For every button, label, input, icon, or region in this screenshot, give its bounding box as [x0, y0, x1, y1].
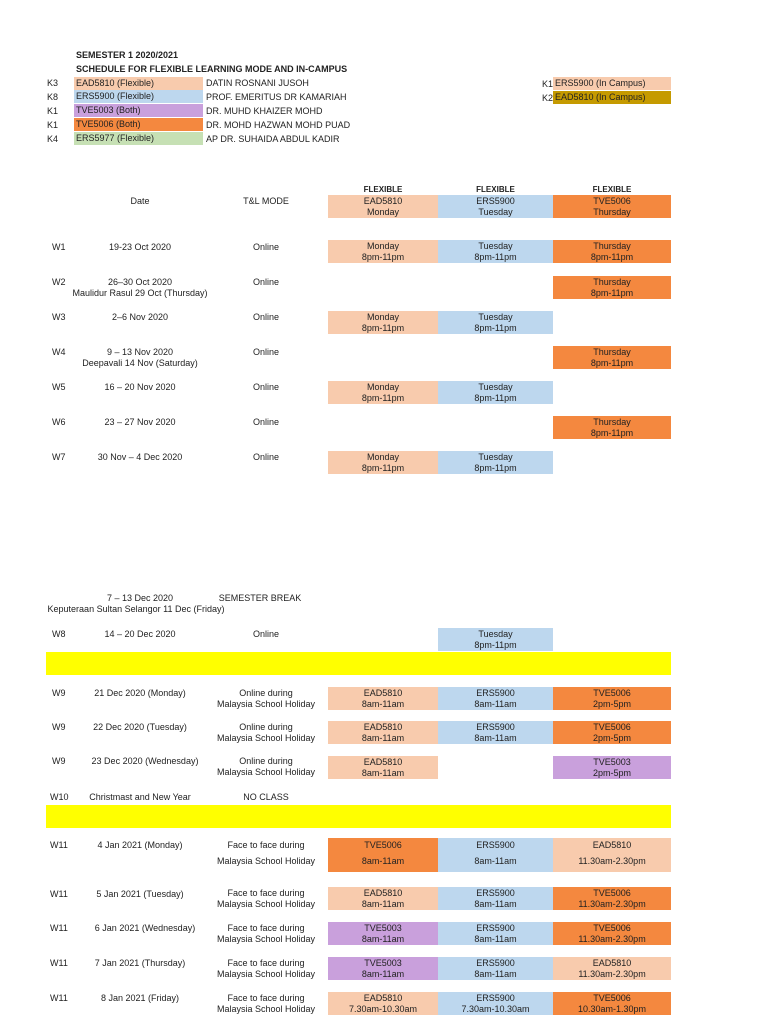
schedule-cell — [553, 240, 671, 263]
legend-group: K2 — [542, 93, 554, 103]
week-label: W1 — [52, 242, 66, 252]
cell-line: ERS5900 — [476, 840, 515, 850]
week-label: W5 — [52, 382, 66, 392]
legend-group: K1 — [47, 106, 59, 116]
cell-line: 8am-11am — [361, 733, 405, 743]
highlight-bar — [46, 652, 671, 675]
schedule-cell — [438, 721, 553, 744]
schedule-cell — [553, 276, 671, 299]
column-tag: FLEXIBLE — [476, 185, 515, 194]
row-date: 23 – 27 Nov 2020 — [104, 417, 176, 427]
row-mode-note: Malaysia School Holiday — [216, 969, 316, 979]
cell-line: 8pm-11pm — [590, 252, 634, 262]
row-mode-note: Malaysia School Holiday — [216, 899, 316, 909]
cell-line: EAD5810 — [363, 722, 403, 732]
legend-code: TVE5006 (Both) — [74, 118, 203, 131]
schedule-cell — [553, 721, 671, 744]
schedule-cell — [328, 451, 438, 474]
schedule-cell — [328, 687, 438, 710]
cell-line: Thursday — [593, 241, 631, 251]
row-date: 30 Nov – 4 Dec 2020 — [97, 452, 183, 462]
row-date: 22 Dec 2020 (Tuesday) — [93, 722, 187, 732]
page-subtitle: SCHEDULE FOR FLEXIBLE LEARNING MODE AND IN-CAMPUS — [76, 64, 348, 74]
cell-line: 8am-11am — [474, 899, 517, 909]
column-header-course — [553, 195, 671, 218]
row-date: 2–6 Nov 2020 — [111, 312, 169, 322]
schedule-cell — [328, 240, 438, 263]
cell-line: TVE5003 — [364, 923, 402, 933]
legend-lecturer: DR. MOHD HAZWAN MOHD PUAD — [206, 120, 351, 130]
week-label: W2 — [52, 277, 66, 287]
row-date: 7 – 13 Dec 2020 — [106, 593, 174, 603]
row-mode: Online during — [239, 722, 293, 732]
cell-line: Monday — [366, 382, 400, 392]
row-mode: Face to face during — [227, 923, 305, 933]
cell-line: 11.30am-2.30pm — [578, 856, 646, 866]
cell-line: 8pm-11pm — [590, 428, 634, 438]
schedule-cell — [438, 240, 553, 263]
week-label: W9 — [52, 688, 66, 698]
cell-line: ERS5900 — [476, 958, 515, 968]
cell-line: 8pm-11pm — [361, 393, 405, 403]
column-tag: FLEXIBLE — [363, 185, 403, 194]
schedule-cell — [553, 922, 671, 945]
cell-line: 8am-11am — [474, 733, 517, 743]
row-date: 19-23 Oct 2020 — [108, 242, 172, 252]
schedule-cell — [328, 922, 438, 945]
row-mode: Face to face during — [227, 993, 305, 1003]
legend-group: K4 — [47, 134, 59, 144]
cell-line: 8am-11am — [361, 856, 405, 866]
cell-line: TVE5003 — [593, 757, 631, 767]
cell-line: 8am-11am — [361, 969, 405, 979]
week-label: W11 — [50, 923, 68, 933]
row-mode: Online — [252, 312, 279, 322]
row-date: 14 – 20 Dec 2020 — [104, 629, 176, 639]
row-mode: Face to face during — [227, 888, 305, 898]
row-mode: Online during — [239, 756, 293, 766]
week-label: W11 — [50, 958, 68, 968]
legend-code: EAD5810 (Flexible) — [74, 77, 203, 90]
cell-line: 2pm-5pm — [592, 733, 631, 743]
cell-line: ERS5900 — [476, 993, 515, 1003]
row-mode-note: Malaysia School Holiday — [216, 699, 316, 709]
week-label: W6 — [52, 417, 66, 427]
legend-group: K1 — [47, 120, 59, 130]
row-date: 26–30 Oct 2020 — [107, 277, 173, 287]
schedule-cell — [328, 887, 438, 910]
cell-line: ERS5900 — [476, 688, 515, 698]
schedule-cell — [438, 687, 553, 710]
cell-line: 8am-11am — [474, 699, 517, 709]
row-mode: Online — [252, 277, 279, 287]
column-header-mode: T&L MODE — [243, 196, 289, 206]
cell-line: EAD5810 — [363, 757, 403, 767]
schedule-cell — [553, 992, 671, 1015]
cell-line: Tuesday — [478, 382, 513, 392]
week-label: W3 — [52, 312, 66, 322]
legend-code: ERS5977 (Flexible) — [74, 132, 203, 145]
cell-line: Tuesday — [478, 312, 513, 322]
cell-line: Monday — [366, 452, 400, 462]
cell-line: 8am-11am — [361, 934, 405, 944]
schedule-cell — [328, 311, 438, 334]
cell-line: Monday — [366, 241, 400, 251]
cell-line: 8pm-11pm — [474, 252, 517, 262]
cell-line: Tuesday — [478, 241, 513, 251]
column-tag: FLEXIBLE — [592, 185, 632, 194]
row-date: 5 Jan 2021 (Tuesday) — [96, 889, 184, 899]
cell-line: EAD5810 — [363, 688, 403, 698]
cell-line: Tuesday — [478, 452, 513, 462]
cell-line: Tuesday — [478, 629, 513, 639]
cell-line: EAD5810 — [592, 958, 632, 968]
legend-code: TVE5003 (Both) — [74, 104, 203, 117]
cell-line: 7.30am-10.30am — [348, 1004, 418, 1014]
cell-line: 8pm-11pm — [590, 358, 634, 368]
cell-line: TVE5006 — [593, 923, 631, 933]
row-mode: Face to face during — [227, 840, 305, 850]
row-mode: Online — [252, 242, 279, 252]
cell-line: 10.30am-1.30pm — [577, 1004, 647, 1014]
cell-line: 8pm-11pm — [474, 463, 517, 473]
row-date-note: Deepavali 14 Nov (Saturday) — [82, 358, 198, 368]
row-date: 6 Jan 2021 (Wednesday) — [94, 923, 196, 933]
cell-line: EAD5810 — [363, 993, 403, 1003]
week-label: W10 — [50, 792, 69, 802]
cell-line: 8pm-11pm — [590, 288, 634, 298]
cell-line: TVE5003 — [364, 958, 402, 968]
cell-line: Monday — [366, 312, 400, 322]
cell-line: TVE5006 — [593, 688, 631, 698]
cell-line: TVE5006 — [593, 888, 631, 898]
legend-lecturer: AP DR. SUHAIDA ABDUL KADIR — [206, 134, 340, 144]
cell-line: TVE5006 — [593, 993, 631, 1003]
row-mode-note: Malaysia School Holiday — [216, 1004, 316, 1014]
legend-code: ERS5900 (In Campus) — [553, 77, 671, 90]
cell-line: 8am-11am — [474, 856, 517, 866]
cell-line: 7.30am-10.30am — [461, 1004, 530, 1014]
cell-line: ERS5900 — [476, 888, 515, 898]
schedule-cell — [328, 838, 438, 872]
schedule-cell — [438, 887, 553, 910]
schedule-cell — [438, 922, 553, 945]
schedule-cell — [438, 628, 553, 651]
week-label: W7 — [52, 452, 66, 462]
schedule-cell — [553, 957, 671, 980]
row-date-note: Maulidur Rasul 29 Oct (Thursday) — [72, 288, 208, 298]
schedule-cell — [328, 381, 438, 404]
row-mode: Online — [252, 452, 279, 462]
schedule-cell — [553, 756, 671, 779]
cell-line: TVE5006 — [364, 840, 402, 850]
row-mode: Online — [252, 347, 279, 357]
week-label: W11 — [50, 889, 68, 899]
row-date: 7 Jan 2021 (Thursday) — [94, 958, 186, 968]
course-code: EAD5810 — [363, 196, 403, 206]
cell-line: 2pm-5pm — [592, 768, 631, 778]
week-label: W11 — [50, 993, 68, 1003]
schedule-cell — [328, 756, 438, 779]
cell-line: 2pm-5pm — [592, 699, 631, 709]
cell-line: 8pm-11pm — [361, 463, 405, 473]
row-mode-note: Malaysia School Holiday — [216, 767, 316, 777]
cell-line: 8am-11am — [361, 768, 405, 778]
course-day: Monday — [366, 207, 400, 217]
schedule-cell — [438, 992, 553, 1015]
cell-line: 8am-11am — [474, 969, 517, 979]
schedule-cell — [328, 957, 438, 980]
cell-line: Thursday — [593, 417, 631, 427]
legend-group: K8 — [47, 92, 59, 102]
row-date: 8 Jan 2021 (Friday) — [100, 993, 180, 1003]
column-header-course — [438, 195, 553, 218]
row-mode: SEMESTER BREAK — [218, 593, 302, 603]
schedule-cell — [438, 381, 553, 404]
row-mode: Online — [252, 629, 279, 639]
row-mode-note: Malaysia School Holiday — [216, 934, 316, 944]
row-date: 9 – 13 Nov 2020 — [106, 347, 174, 357]
column-header-course — [328, 195, 438, 218]
row-mode-note: Malaysia School Holiday — [216, 856, 316, 866]
legend-group: K3 — [47, 78, 59, 88]
schedule-cell — [553, 687, 671, 710]
row-mode: Online — [252, 417, 279, 427]
cell-line: 8am-11am — [474, 934, 517, 944]
schedule-cell — [328, 992, 438, 1015]
legend-code: EAD5810 (In Campus) — [553, 91, 671, 104]
schedule-cell — [553, 346, 671, 369]
cell-line: 8pm-11pm — [361, 252, 405, 262]
schedule-cell — [438, 451, 553, 474]
page-title: SEMESTER 1 2020/2021 — [76, 50, 179, 60]
row-date: 4 Jan 2021 (Monday) — [97, 840, 183, 850]
highlight-bar — [46, 805, 671, 828]
row-date-note: Keputeraan Sultan Selangor 11 Dec (Friday) — [47, 604, 225, 614]
cell-line: 8pm-11pm — [474, 640, 517, 650]
cell-line: EAD5810 — [592, 840, 632, 850]
course-code: TVE5006 — [593, 196, 631, 206]
row-mode-note: Malaysia School Holiday — [216, 733, 316, 743]
week-label: W9 — [52, 756, 66, 766]
row-mode: Face to face during — [227, 958, 305, 968]
week-label: W11 — [50, 840, 68, 850]
course-day: Thursday — [593, 207, 631, 217]
row-mode: NO CLASS — [243, 792, 289, 802]
legend-group: K1 — [542, 79, 554, 89]
cell-line: Thursday — [593, 347, 631, 357]
row-mode: Online — [252, 382, 279, 392]
cell-line: TVE5006 — [593, 722, 631, 732]
cell-line: 11.30am-2.30pm — [578, 969, 646, 979]
cell-line: ERS5900 — [476, 722, 515, 732]
cell-line: Thursday — [593, 277, 631, 287]
row-date: Christmast and New Year — [89, 792, 191, 802]
schedule-cell — [553, 838, 671, 872]
week-label: W8 — [52, 629, 66, 639]
row-date: 23 Dec 2020 (Wednesday) — [91, 756, 199, 766]
cell-line: 8pm-11pm — [474, 323, 517, 333]
cell-line: EAD5810 — [363, 888, 403, 898]
legend-code: ERS5900 (Flexible) — [74, 90, 203, 103]
row-date: 21 Dec 2020 (Monday) — [94, 688, 186, 698]
schedule-cell — [328, 721, 438, 744]
cell-line: 8am-11am — [361, 699, 405, 709]
legend-lecturer: PROF. EMERITUS DR KAMARIAH — [206, 92, 347, 102]
schedule-cell — [553, 887, 671, 910]
week-label: W4 — [52, 347, 66, 357]
cell-line: 11.30am-2.30pm — [578, 934, 646, 944]
course-day: Tuesday — [478, 207, 513, 217]
column-header-date: Date — [130, 196, 150, 206]
cell-line: 8pm-11pm — [474, 393, 517, 403]
week-label: W9 — [52, 722, 66, 732]
legend-lecturer: DR. MUHD KHAIZER MOHD — [206, 106, 323, 116]
cell-line: 8am-11am — [361, 899, 405, 909]
course-code: ERS5900 — [476, 196, 515, 206]
schedule-cell — [553, 416, 671, 439]
legend-lecturer: DATIN ROSNANI JUSOH — [206, 78, 309, 88]
cell-line: 11.30am-2.30pm — [578, 899, 646, 909]
cell-line: 8pm-11pm — [361, 323, 405, 333]
schedule-cell — [438, 957, 553, 980]
schedule-cell — [438, 311, 553, 334]
row-date: 16 – 20 Nov 2020 — [104, 382, 176, 392]
schedule-cell — [438, 838, 553, 872]
row-mode: Online during — [239, 688, 293, 698]
cell-line: ERS5900 — [476, 923, 515, 933]
